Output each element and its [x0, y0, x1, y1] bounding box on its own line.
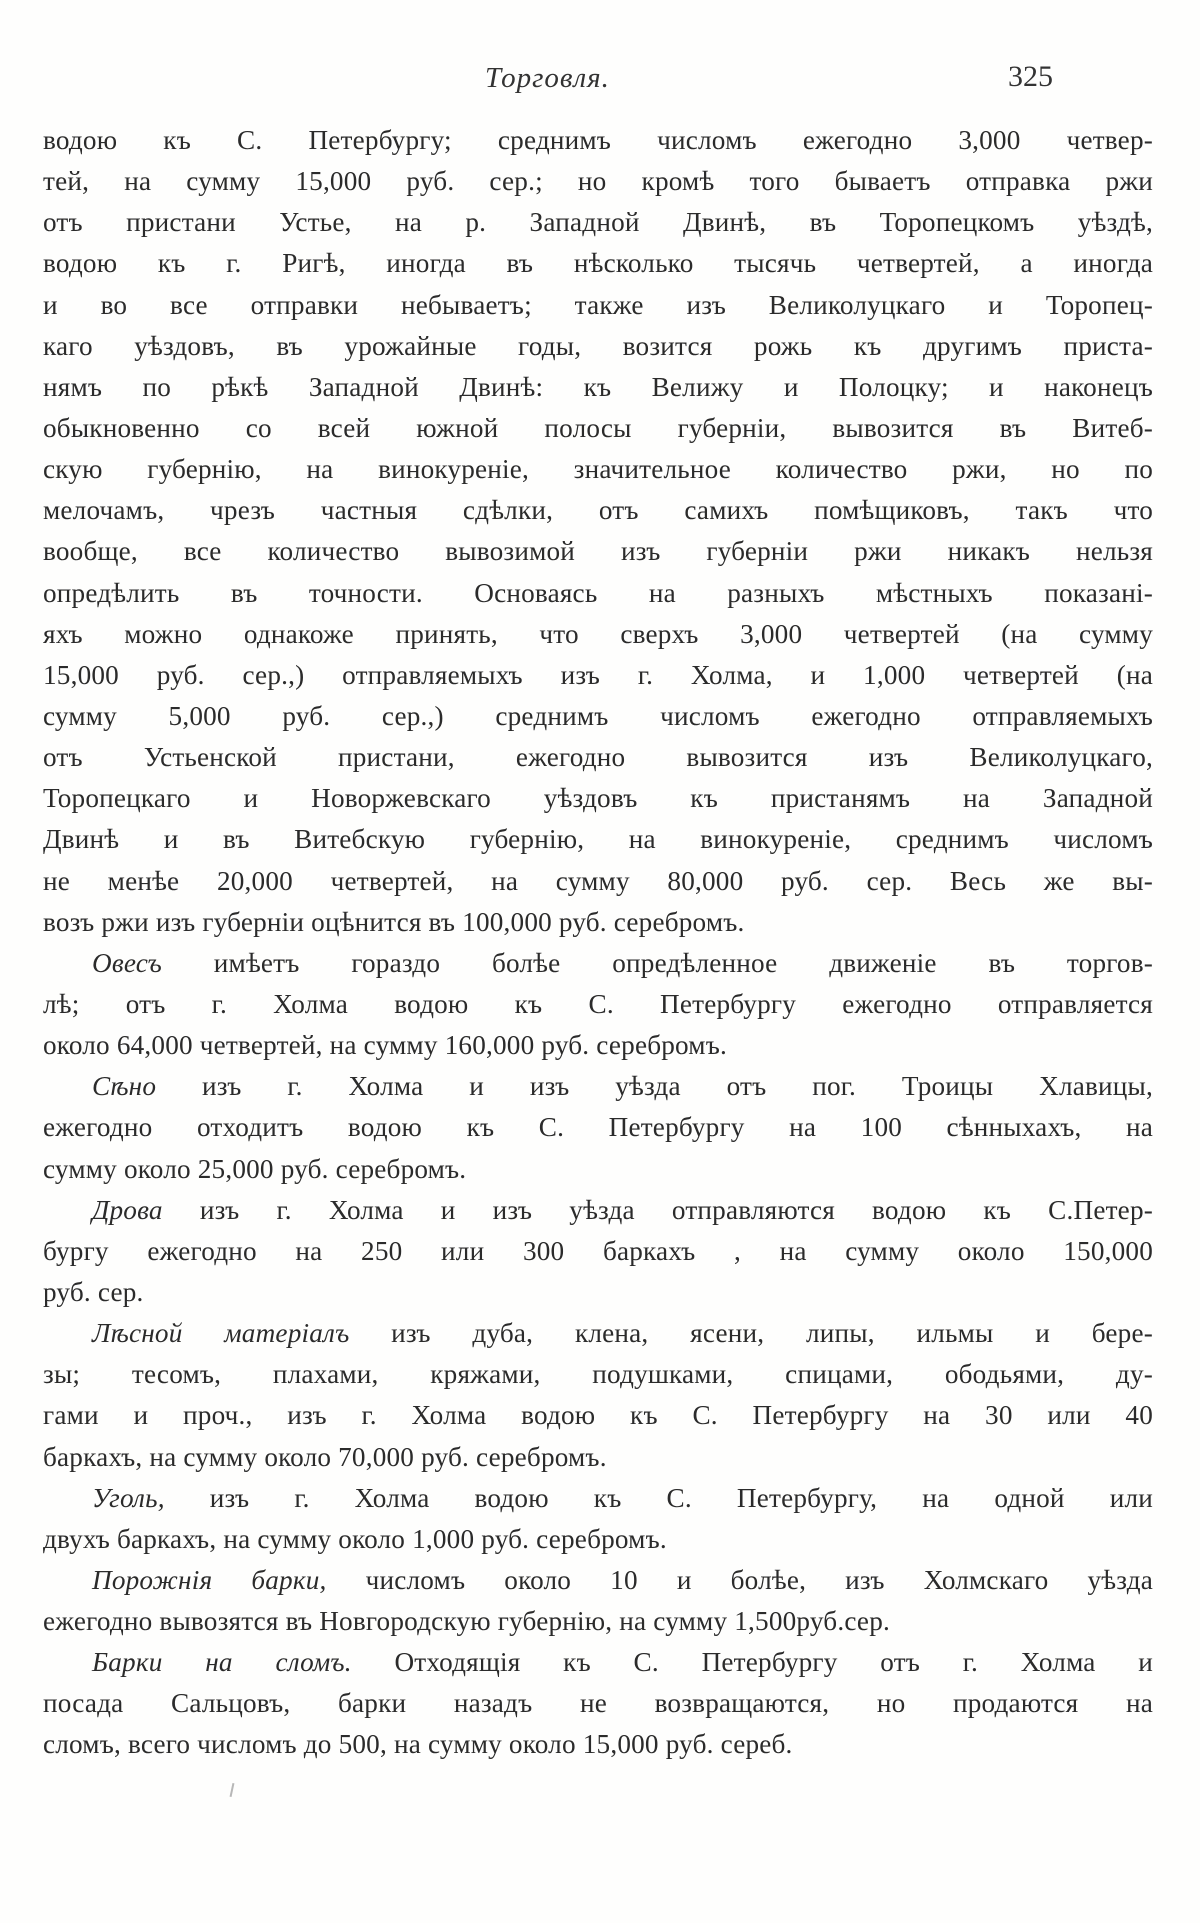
text-line: и во все отправки небываетъ; также изъ Великолуцкаго и Торопец- [43, 289, 1153, 320]
text-line: водою къ г. Ригѣ, иногда въ нѣсколько тысячь четвертей, а иногда [43, 248, 1153, 279]
text-line: каго уѣздовъ, въ урожайные годы, возится рожь къ другимъ приста- [43, 330, 1153, 361]
paragraph-text: изъ г. Холма и изъ уѣзда отъ пог. Троицы Хлавицы, [202, 1071, 1153, 1102]
paragraph-first-line [43, 1560, 1153, 1601]
paragraph-term: Овесъ [92, 947, 162, 978]
paragraph-term: Дрова [92, 1194, 163, 1225]
text-line: отъ пристани Устье, на р. Западной Двинѣ, въ Торопецкомъ уѣздѣ, [43, 207, 1153, 238]
text-line: опредѣлить въ точности. Основаясь на разныхъ мѣстныхъ показані- [43, 577, 1153, 608]
text-line: бургу ежегодно на 250 или 300 баркахъ , на сумму около 150,000 [43, 1235, 1153, 1266]
paragraph-first-line [43, 1066, 1153, 1107]
paragraph-text: Отходящія къ С. Петербургу отъ г. Холма и [394, 1647, 1154, 1678]
paragraph-text: изъ г. Холма водою къ С. Петербургу, на одной или [209, 1482, 1154, 1513]
paragraph-term: Барки на сломъ. [92, 1647, 352, 1678]
paragraph-text: изъ г. Холма и изъ уѣзда отправляются водою къ С.Петер- [199, 1194, 1153, 1225]
text-line: баркахъ, на сумму около 70,000 руб. серебромъ. [43, 1441, 607, 1472]
paragraph-first-line [43, 1313, 1153, 1354]
text-line: сумму около 25,000 руб. серебромъ. [43, 1153, 467, 1184]
paragraph-text: изъ дуба, клена, ясени, липы, ильмы и бере- [391, 1318, 1153, 1349]
paragraph-first-line [43, 1190, 1153, 1231]
paragraph-first-line [43, 943, 1153, 984]
text-line: около 64,000 четвертей, на сумму 160,000 руб. серебромъ. [43, 1030, 727, 1061]
text-line: ежегодно вывозятся въ Новгородскую губернію, на сумму 1,500руб.сер. [43, 1606, 890, 1637]
text-line: тей, на сумму 15,000 руб. сер.; но кромѣ того бываетъ отправка ржи [43, 166, 1153, 197]
text-line: отъ Устьенской пристани, ежегодно вывозится изъ Великолуцкаго, [43, 742, 1153, 773]
running-head [0, 52, 1200, 102]
text-line: гами и проч., изъ г. Холма водою къ С. Петербургу на 30 или 40 [43, 1400, 1153, 1431]
text-line: ежегодно отходитъ водою къ С. Петербургу на 100 сѣнныхахъ, на [43, 1112, 1153, 1143]
text-line: двухъ баркахъ, на сумму около 1,000 руб. серебромъ. [43, 1523, 667, 1554]
text-line: Торопецкаго и Новоржевскаго уѣздовъ къ пристанямъ на Западной [43, 783, 1153, 814]
paragraph-first-line [43, 1478, 1153, 1519]
text-line: водою къ С. Петербургу; среднимъ числомъ ежегодно 3,000 четвер- [43, 125, 1153, 155]
text-line: Двинѣ и въ Витебскую губернію, на винокуреніе, среднимъ числомъ [43, 824, 1153, 855]
text-line: не менѣе 20,000 четвертей, на сумму 80,000 руб. сер. Весь же вы- [43, 865, 1153, 896]
paragraph-first-line [43, 1642, 1153, 1683]
text-line: сумму 5,000 руб. сер.,) среднимъ числомъ ежегодно отправляемыхъ [43, 700, 1153, 731]
paragraph-term: Лѣсной матеріалъ [92, 1318, 350, 1349]
text-line: яхъ можно однакоже принять, что сверхъ 3,000 четвертей (на сумму [43, 618, 1153, 649]
paragraph-text: числомъ около 10 и болѣе, изъ Холмскаго уѣзда [365, 1564, 1154, 1595]
text-line: 15,000 руб. сер.,) отправляемыхъ изъ г. Холма, и 1,000 четвертей (на [43, 659, 1153, 690]
running-title: Торговля. [485, 62, 610, 94]
text-line: посада Сальцовъ, барки назадъ не возвращаются, но продаются на [43, 1688, 1153, 1719]
text-line: мелочамъ, чрезъ частныя сдѣлки, отъ самихъ помѣщиковъ, такъ что [43, 495, 1153, 526]
text-line: скую губернію, на винокуреніе, значительное количество ржи, но по [43, 454, 1153, 485]
text-line: сломъ, всего числомъ до 500, на сумму около 15,000 руб. сереб. [43, 1729, 793, 1760]
body-text [43, 120, 1153, 1766]
text-line: возъ ржи изъ губерніи оцѣнится въ 100,000 руб. серебромъ. [43, 906, 745, 937]
paragraph-term: Сѣно [92, 1071, 157, 1102]
text-line: нямъ по рѣкѣ Западной Двинѣ: къ Велижу и Полоцку; и наконецъ [43, 371, 1153, 402]
paragraph-term: Уголь, [92, 1482, 165, 1513]
paragraph-text: имѣетъ гораздо болѣе опредѣленное движеніе въ торгов- [213, 947, 1154, 978]
text-line: обыкновенно со всей южной полосы губерніи, вывозится въ Витеб- [43, 412, 1153, 443]
text-line: лѣ; отъ г. Холма водою къ С. Петербургу ежегодно отправляется [43, 988, 1153, 1019]
paragraph-term: Порожнія барки, [92, 1564, 327, 1595]
page-number: 325 [1008, 60, 1053, 93]
ink-speck [230, 1783, 235, 1797]
text-line: вообще, все количество вывозимой изъ губерніи ржи никакъ нельзя [43, 536, 1153, 567]
text-line: руб. сер. [43, 1276, 144, 1307]
text-line: зы; тесомъ, плахами, кряжами, подушками, спицами, ободьями, ду- [43, 1359, 1153, 1390]
